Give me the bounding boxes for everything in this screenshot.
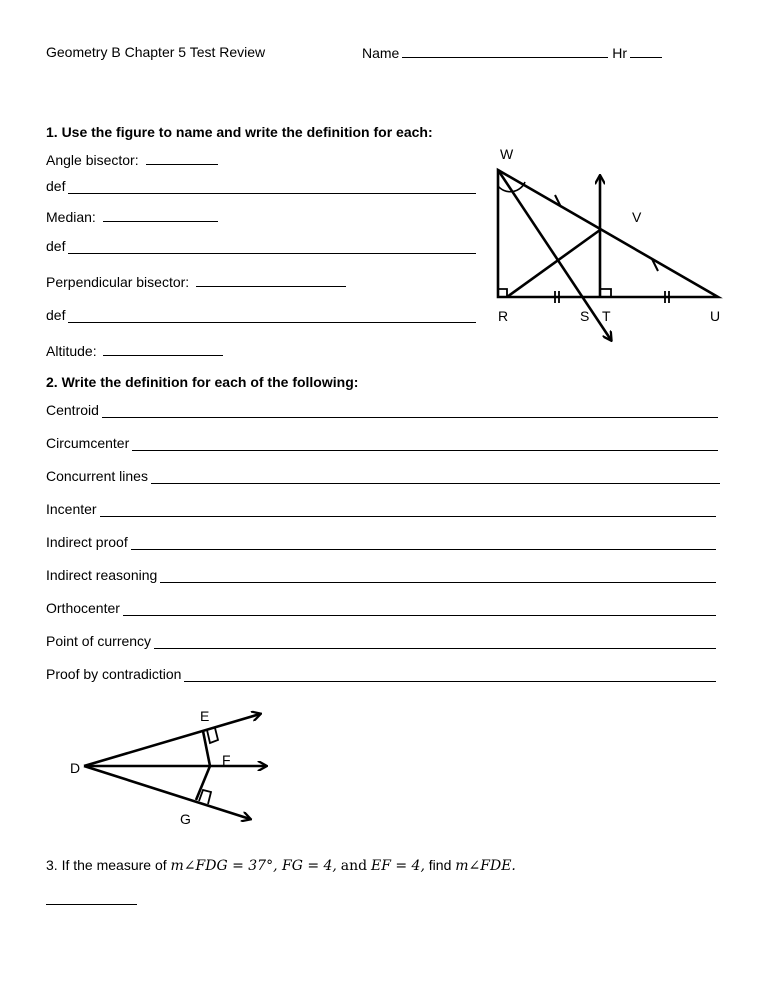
label-w: W — [500, 146, 514, 162]
term-label: Point of currency — [46, 633, 152, 649]
field-label: Altitude: — [46, 343, 97, 359]
label-s: S — [580, 308, 590, 324]
q1-heading: 1. Use the figure to name and write the definition for each: — [46, 124, 433, 140]
q3-answer-blank[interactable] — [46, 904, 137, 905]
field-label: def — [46, 307, 66, 323]
label-g: G — [180, 811, 191, 827]
field-label: def — [46, 238, 66, 254]
angle-figure — [84, 714, 266, 819]
worksheet-title: Geometry B Chapter 5 Test Review — [46, 44, 266, 60]
q3-question — [46, 857, 516, 874]
q3-and: and — [340, 858, 368, 874]
field-label: Perpendicular bisector: — [46, 274, 190, 290]
q3-math: m∠FDE. — [455, 858, 516, 874]
hr-label: Hr — [612, 45, 628, 61]
q3-find: find — [428, 857, 452, 873]
label-d: D — [70, 760, 81, 776]
median-segment — [507, 230, 600, 297]
q2-heading: 2. Write the definition for each of the following: — [46, 374, 359, 390]
q3-prefix: 3. If the measure of — [46, 857, 167, 873]
term-label: Indirect proof — [46, 534, 128, 550]
field-label: def — [46, 178, 66, 194]
q3-math: EF = 4, — [370, 858, 425, 874]
label-r: R — [498, 308, 509, 324]
q3-math: m∠FDG = 37°, FG = 4, — [170, 858, 337, 874]
term-label: Circumcenter — [46, 435, 130, 451]
label-v: V — [632, 209, 642, 225]
field-label: Angle bisector: — [46, 152, 139, 168]
label-f: F — [222, 752, 231, 768]
term-label: Proof by contradiction — [46, 666, 182, 682]
field-label: Median: — [46, 209, 96, 225]
term-label: Indirect reasoning — [46, 567, 158, 583]
term-label: Orthocenter — [46, 600, 120, 616]
label-u: U — [710, 308, 721, 324]
name-label: Name — [362, 45, 400, 61]
label-e: E — [200, 708, 210, 724]
term-label: Centroid — [46, 402, 99, 418]
label-t: T — [602, 308, 611, 324]
term-label: Concurrent lines — [46, 468, 148, 484]
term-label: Incenter — [46, 501, 97, 517]
